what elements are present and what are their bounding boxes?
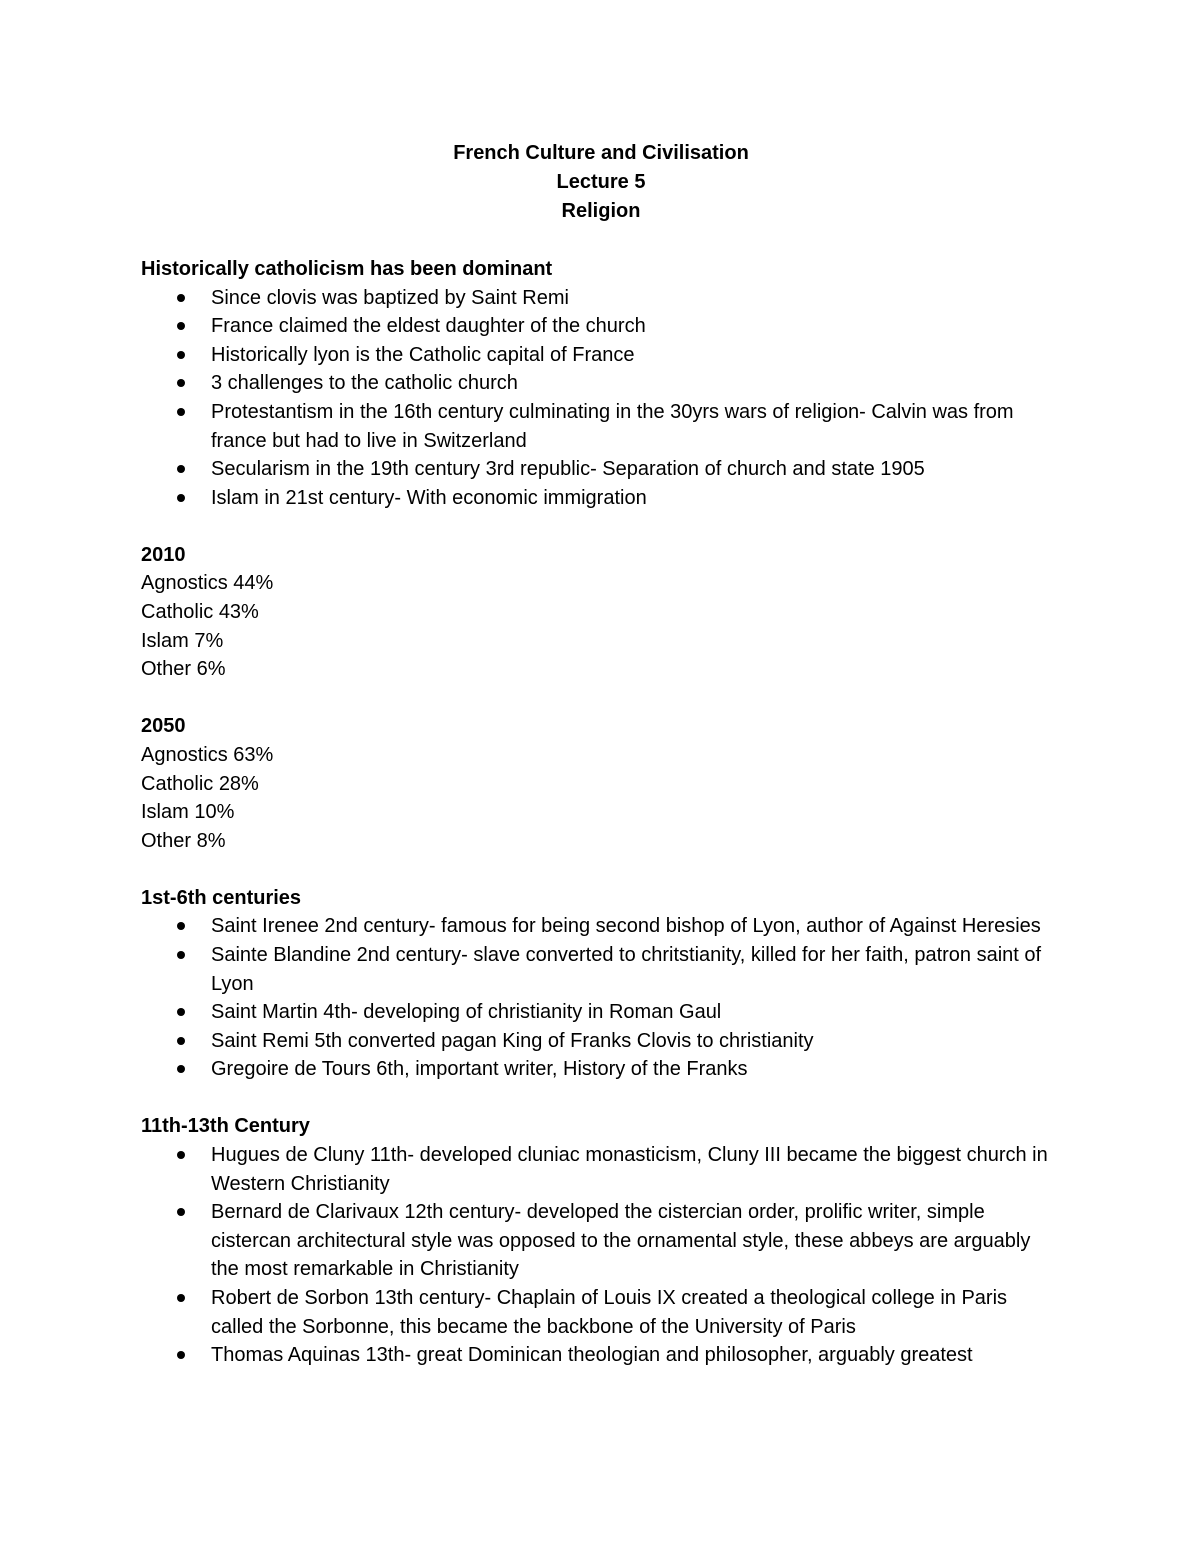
list-item: 3 challenges to the catholic church	[211, 369, 1061, 398]
list-item: Protestantism in the 16th century culminating in the 30yrs wars of religion- Calvin was from france but had to live in Switzerland	[211, 398, 1061, 455]
bullet-icon	[177, 465, 185, 473]
section-heading: 2010	[141, 543, 186, 566]
bullet-list	[141, 284, 1061, 513]
bullet-icon	[177, 1008, 185, 1016]
bullet-list	[141, 912, 1061, 1084]
stat-line: Islam 7%	[141, 629, 224, 652]
bullet-icon	[177, 294, 185, 302]
bullet-icon	[177, 1208, 185, 1216]
list-item: Bernard de Clarivaux 12th century- developed the cistercian order, prolific writer, simple cistercan architectural style was opposed to the ornamental style, these abbeys are arguably the most remarkable in Christianity	[211, 1198, 1061, 1284]
bullet-icon	[177, 951, 185, 959]
list-item: Saint Remi 5th converted pagan King of Franks Clovis to christianity	[211, 1027, 1061, 1056]
list-item: Sainte Blandine 2nd century- slave converted to chritstianity, killed for her faith, patron saint of Lyon	[211, 941, 1061, 998]
bullet-icon	[177, 408, 185, 416]
stat-line: Islam 10%	[141, 801, 235, 824]
section-medieval	[141, 1112, 1061, 1369]
list-item: Since clovis was baptized by Saint Remi	[211, 284, 1061, 313]
list-item: Robert de Sorbon 13th century- Chaplain of Louis IX created a theological college in Paris called the Sorbonne, this became the backbone of the University of Paris	[211, 1284, 1061, 1341]
stat-line: Other 8%	[141, 829, 226, 852]
section-historical	[141, 255, 1061, 512]
section-heading: Historically catholicism has been dominant	[141, 258, 553, 280]
section-2010	[141, 541, 1061, 684]
lecture-number: Lecture 5	[556, 171, 646, 193]
lecture-topic: Religion	[561, 200, 641, 222]
document-content	[141, 139, 1061, 1398]
bullet-list	[141, 1141, 1061, 1370]
bullet-icon	[177, 1065, 185, 1073]
bullet-icon	[177, 322, 185, 330]
list-item: Hugues de Cluny 11th- developed cluniac monasticism, Cluny III became the biggest church in Western Christianity	[211, 1141, 1061, 1198]
stat-line: Catholic 28%	[141, 772, 259, 795]
section-early-centuries	[141, 884, 1061, 1084]
list-item: France claimed the eldest daughter of the church	[211, 312, 1061, 341]
list-item: Saint Martin 4th- developing of christianity in Roman Gaul	[211, 998, 1061, 1027]
list-item: Historically lyon is the Catholic capital of France	[211, 341, 1061, 370]
bullet-icon	[177, 1037, 185, 1045]
title-block	[141, 139, 1061, 226]
list-item: Thomas Aquinas 13th- great Dominican theologian and philosopher, arguably greatest	[211, 1341, 1061, 1370]
bullet-icon	[177, 1351, 185, 1359]
section-heading: 11th-13th Century	[141, 1115, 310, 1138]
bullet-icon	[177, 1151, 185, 1159]
list-item: Islam in 21st century- With economic immigration	[211, 484, 1061, 513]
course-title: French Culture and Civilisation	[453, 142, 749, 164]
section-heading: 1st-6th centuries	[141, 886, 302, 909]
stat-line: Agnostics 44%	[141, 572, 274, 595]
list-item: Saint Irenee 2nd century- famous for being second bishop of Lyon, author of Against Heresies	[211, 912, 1061, 941]
bullet-icon	[177, 494, 185, 502]
list-item: Gregoire de Tours 6th, important writer, History of the Franks	[211, 1055, 1061, 1084]
section-2050	[141, 712, 1061, 855]
stat-line: Other 6%	[141, 658, 226, 681]
bullet-icon	[177, 1294, 185, 1302]
stat-line: Agnostics 63%	[141, 743, 274, 766]
stat-line: Catholic 43%	[141, 601, 259, 624]
list-item: Secularism in the 19th century 3rd republic- Separation of church and state 1905	[211, 455, 1061, 484]
bullet-icon	[177, 379, 185, 387]
section-heading: 2050	[141, 715, 186, 738]
bullet-icon	[177, 922, 185, 930]
bullet-icon	[177, 351, 185, 359]
